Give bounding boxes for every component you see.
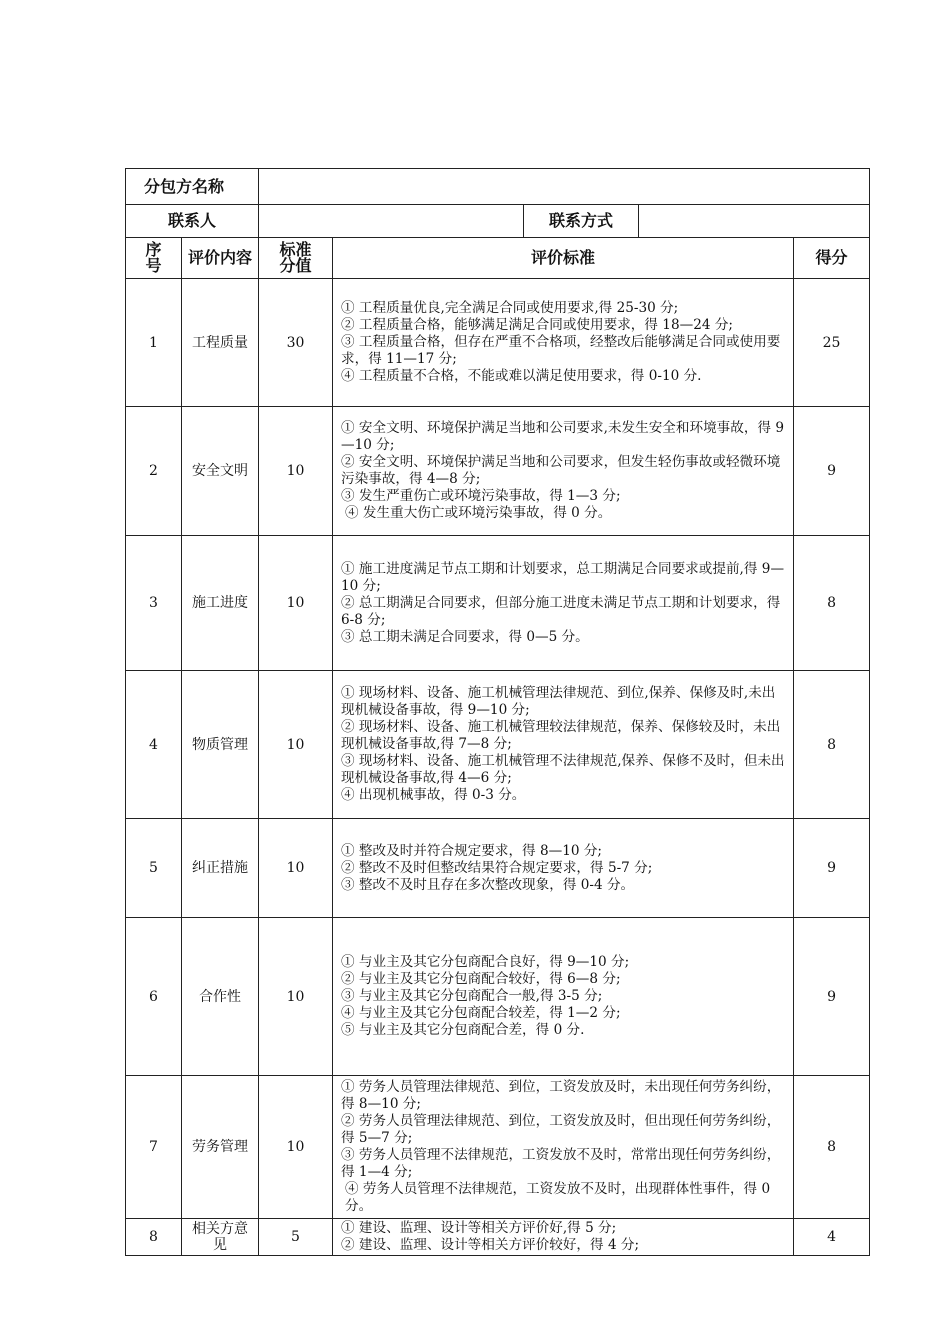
criteria-line: ③ 发生严重伤亡或环境污染事故，得 1—3 分; [341,488,621,504]
criteria-line: ③ 整改不及时且存在多次整改现象，得 0-4 分。 [341,876,635,893]
criteria-line: ② 安全文明、环境保护满足当地和公司要求，但发生轻伤事故或轻微环境污染事故，得 4—8 分; [341,454,781,487]
row-standard-score: 10 [259,1076,333,1219]
evaluation-table [125,168,870,1256]
row-standard-score: 10 [259,671,333,819]
row-item: 纠正措施 [182,819,259,918]
row-standard-score: 10 [259,819,333,918]
table-row [126,918,870,1076]
row-index: 3 [126,536,182,671]
row-criteria [333,1219,794,1256]
criteria-line: ③ 总工期未满足合同要求，得 0—5 分。 [341,628,589,645]
criteria-line: ② 建设、监理、设计等相关方评价较好，得 4 分; [341,1237,640,1253]
row-score[interactable]: 9 [794,918,870,1076]
row-index: 4 [126,671,182,819]
criteria-line: ① 施工进度满足节点工期和计划要求，总工期满足合同要求或提前,得 9—10 分; [341,560,785,594]
contact-method-value[interactable] [639,205,870,238]
criteria-line: ② 劳务人员管理法律规范、到位，工资发放及时，但出现任何劳务纠纷，得 5—7 分; [341,1113,781,1146]
table-body [126,279,870,1256]
criteria-line: ① 工程质量优良,完全满足合同或使用要求,得 25-30 分; [341,300,679,316]
row-criteria [333,536,794,671]
row-index: 1 [126,279,182,407]
criteria-line: ④ 与业主及其它分包商配合较差，得 1—2 分; [341,1005,621,1021]
criteria-line: ③ 与业主及其它分包商配合一般,得 3-5 分; [341,988,603,1004]
criteria-line: ④ 出现机械事故，得 0-3 分。 [341,787,526,803]
row-criteria [333,671,794,819]
col-score-header: 得分 [794,238,870,279]
row-standard-score: 10 [259,536,333,671]
criteria-line: ② 与业主及其它分包商配合较好，得 6—8 分; [341,971,621,987]
table-row [126,1076,870,1219]
row-index: 6 [126,918,182,1076]
row-criteria [333,279,794,407]
row-item: 相关方意见 [182,1219,259,1256]
col-index-header: 序号 [126,238,182,279]
row-standard-score: 10 [259,918,333,1076]
row-index: 8 [126,1219,182,1256]
table-row [126,671,870,819]
table-row [126,819,870,918]
criteria-line: ③ 工程质量合格，但存在严重不合格项，经整改后能够满足合同或使用要求，得 11—17 分; [341,334,781,367]
criteria-line: ② 工程质量合格，能够满足满足合同或使用要求，得 18—24 分; [341,317,733,333]
subcontractor-label: 分包方名称 [126,169,259,205]
row-item: 劳务管理 [182,1076,259,1219]
criteria-line: ③ 劳务人员管理不法律规范，工资发放不及时，常常出现任何劳务纠纷，得 1—4 分; [341,1147,781,1180]
row-item: 工程质量 [182,279,259,407]
row-criteria [333,819,794,918]
row-score[interactable]: 9 [794,407,870,536]
criteria-line: ② 整改不及时但整改结果符合规定要求，得 5-7 分; [341,859,653,876]
row-item: 物质管理 [182,671,259,819]
criteria-line: ④ 发生重大伤亡或环境污染事故，得 0 分。 [345,505,612,521]
row-index: 2 [126,407,182,536]
criteria-line: ② 现场材料、设备、施工机械管理较法律规范，保养、保修较及时，未出现机械设备事故,得 7—8 分; [341,719,781,752]
criteria-line: ① 安全文明、环境保护满足当地和公司要求,未发生安全和环境事故，得 9—10 分; [341,420,785,453]
criteria-line: ④ 工程质量不合格，不能或难以满足使用要求，得 0-10 分. [341,368,702,384]
table-row [126,536,870,671]
row-standard-score: 10 [259,407,333,536]
subcontractor-value[interactable] [259,169,870,205]
criteria-line: ① 劳务人员管理法律规范、到位，工资发放及时，未出现任何劳务纠纷，得 8—10 分; [341,1079,781,1112]
criteria-line: ① 现场材料、设备、施工机械管理法律规范、到位,保养、保修及时,未出现机械设备事故，得 9—10 分; [341,685,776,718]
row-score[interactable]: 8 [794,536,870,671]
table-row [126,407,870,536]
row-criteria [333,1076,794,1219]
row-criteria [333,918,794,1076]
col-item-header: 评价内容 [182,238,259,279]
criteria-line: ⑤ 与业主及其它分包商配合差，得 0 分. [341,1022,585,1038]
criteria-line: ④ 劳务人员管理不法律规范，工资发放不及时，出现群体性事件，得 0 分。 [345,1181,771,1214]
contact-label: 联系人 [126,205,259,238]
row-item: 安全文明 [182,407,259,536]
row-index: 5 [126,819,182,918]
table-row [126,1219,870,1256]
row-score[interactable]: 8 [794,671,870,819]
contact-method-label: 联系方式 [524,205,639,238]
row-score[interactable]: 4 [794,1219,870,1256]
table-row [126,279,870,407]
row-score[interactable]: 9 [794,819,870,918]
criteria-line: ① 建设、监理、设计等相关方评价好,得 5 分; [341,1220,617,1236]
criteria-line: ① 整改及时并符合规定要求，得 8—10 分; [341,842,603,859]
col-criteria-header: 评价标准 [333,238,794,279]
row-standard-score: 30 [259,279,333,407]
subcontractor-row [126,169,870,205]
criteria-line: ① 与业主及其它分包商配合良好，得 9—10 分; [341,954,630,970]
row-criteria [333,407,794,536]
row-item: 合作性 [182,918,259,1076]
row-standard-score: 5 [259,1219,333,1256]
col-standard-header: 标准分值 [259,238,333,279]
row-item: 施工进度 [182,536,259,671]
row-score[interactable]: 8 [794,1076,870,1219]
criteria-line: ② 总工期满足合同要求，但部分施工进度未满足节点工期和计划要求，得 6-8 分; [341,594,781,628]
contact-row [126,205,870,238]
row-score[interactable]: 25 [794,279,870,407]
contact-value[interactable] [259,205,524,238]
column-header-row [126,238,870,279]
criteria-line: ③ 现场材料、设备、施工机械管理不法律规范,保养、保修不及时，但未出现机械设备事故,得 4—6 分; [341,753,785,786]
row-index: 7 [126,1076,182,1219]
